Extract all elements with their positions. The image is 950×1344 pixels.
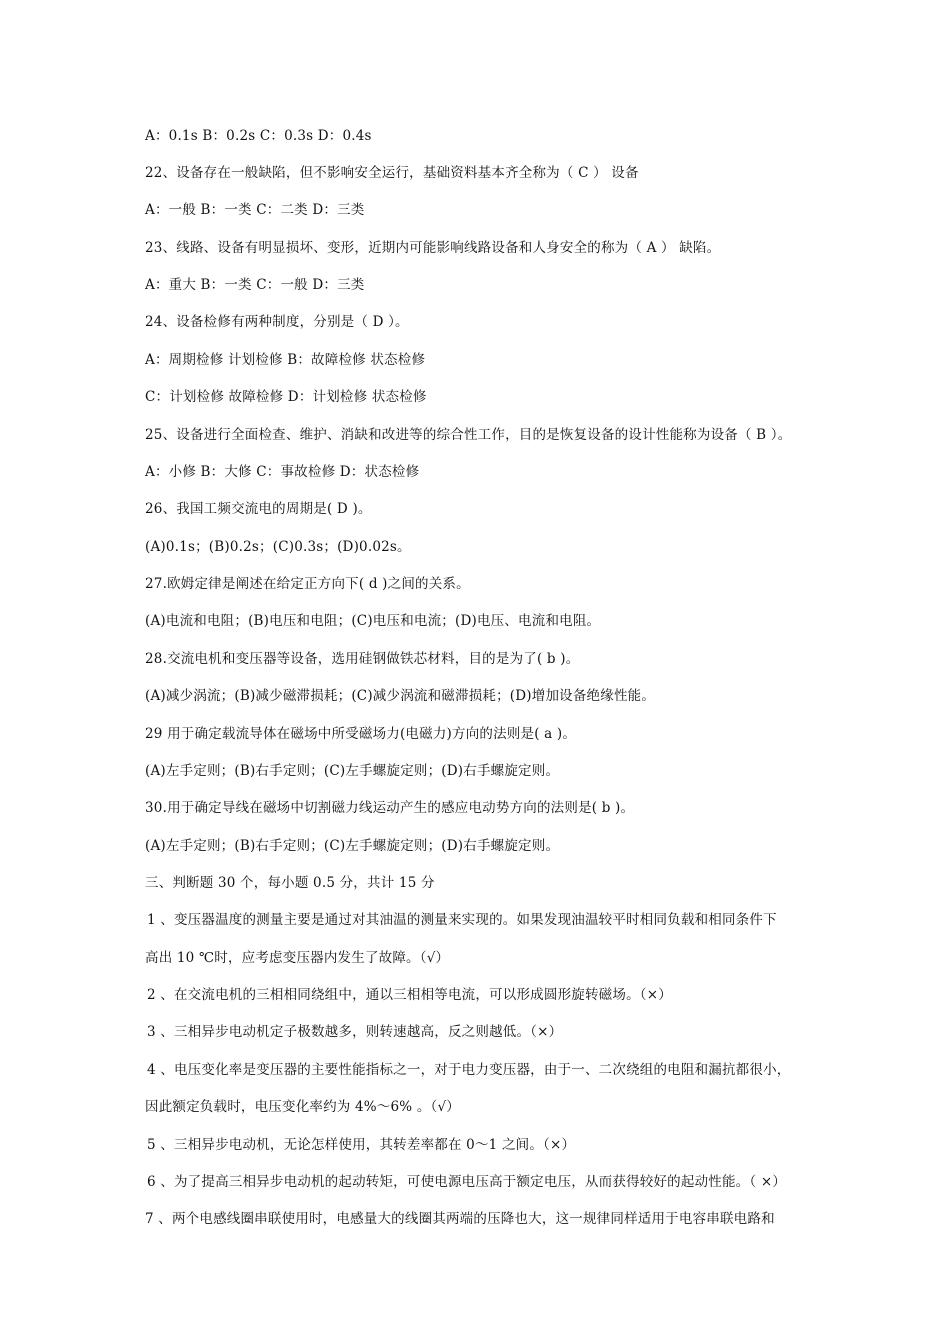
text-line: 27.欧姆定律是阐述在给定正方向下( d )之间的关系。	[145, 576, 470, 592]
text-line: 2 、在交流电机的三相相同绕组中，通以三相相等电流，可以形成圆形旋转磁场。（×）	[147, 987, 672, 1003]
text-line: 25、设备进行全面检查、维护、消缺和改进等的综合性工作，目的是恢复设备的设计性能称为设备（ B ）。	[145, 427, 792, 443]
text-line: 7 、两个电感线圈串联使用时，电感量大的线圈其两端的压降也大，这一规律同样适用于电容串联电路和	[145, 1211, 775, 1227]
section-heading: 三、判断题 30 个，每小题 0.5 分，共计 15 分	[145, 875, 435, 891]
text-line: 5 、三相异步电动机，无论怎样使用，其转差率都在 0～1 之间。（×）	[147, 1137, 576, 1153]
text-line: 高出 10 ℃时，应考虑变压器内发生了故障。（√）	[145, 950, 450, 966]
text-line: (A)左手定则；(B)右手定则；(C)左手螺旋定则；(D)右手螺旋定则。	[145, 763, 560, 779]
text-line: 4 、电压变化率是变压器的主要性能指标之一，对于电力变压器，由于一、二次绕组的电阻和漏抗都很小，	[147, 1062, 791, 1078]
text-line: 23、线路、设备有明显损坏、变形，近期内可能影响线路设备和人身安全的称为（ A ） 缺陷。	[145, 240, 721, 256]
text-line: 29 用于确定载流导体在磁场中所受磁场力(电磁力)方向的法则是( a )。	[145, 726, 577, 742]
text-line: (A)电流和电阻；(B)电压和电阻；(C)电压和电流；(D)电压、电流和电阻。	[145, 613, 601, 629]
text-line: (A)减少涡流；(B)减少磁滞损耗；(C)减少涡流和磁滞损耗；(D)增加设备绝缘性能。	[145, 688, 656, 704]
text-line: 28.交流电机和变压器等设备，选用硅钢做铁芯材料，目的是为了( b )。	[145, 651, 580, 667]
text-line: A：小修 B：大修 C：事故检修 D：状态检修	[145, 464, 420, 480]
text-line: 26、我国工频交流电的周期是( D )。	[145, 501, 372, 517]
text-line: C：计划检修 故障检修 D：计划检修 状态检修	[145, 389, 427, 405]
text-line: 3 、三相异步电动机定子极数越多，则转速越高，反之则越低。（×）	[147, 1024, 563, 1040]
text-line: 6 、为了提高三相异步电动机的起动转矩，可使电源电压高于额定电压，从而获得较好的起动性能。（ ×）	[147, 1174, 787, 1190]
text-line: 24、设备检修有两种制度，分别是（ D ）。	[145, 314, 409, 330]
text-line: A：周期检修 计划检修 B：故障检修 状态检修	[145, 352, 426, 368]
text-line: 1 、变压器温度的测量主要是通过对其油温的测量来实现的。如果发现油温较平时相同负载和相同条件下	[147, 912, 777, 928]
text-line: 22、设备存在一般缺陷，但不影响安全运行，基础资料基本齐全称为（ C ） 设备	[145, 165, 639, 181]
text-line: A：重大 B：一类 C：一般 D：三类	[145, 277, 365, 293]
text-line: (A)0.1s；(B)0.2s；(C)0.3s；(D)0.02s。	[145, 539, 411, 555]
text-line: (A)左手定则；(B)右手定则；(C)左手螺旋定则；(D)右手螺旋定则。	[145, 838, 560, 854]
text-line: 30.用于确定导线在磁场中切割磁力线运动产生的感应电动势方向的法则是( b )。	[145, 800, 635, 816]
text-line: 因此额定负载时，电压变化率约为 4%～6% 。（√）	[145, 1099, 460, 1115]
text-line: A：0.1s B：0.2s C：0.3s D：0.4s	[145, 128, 372, 144]
text-line: A：一般 B：一类 C：二类 D：三类	[145, 202, 365, 218]
